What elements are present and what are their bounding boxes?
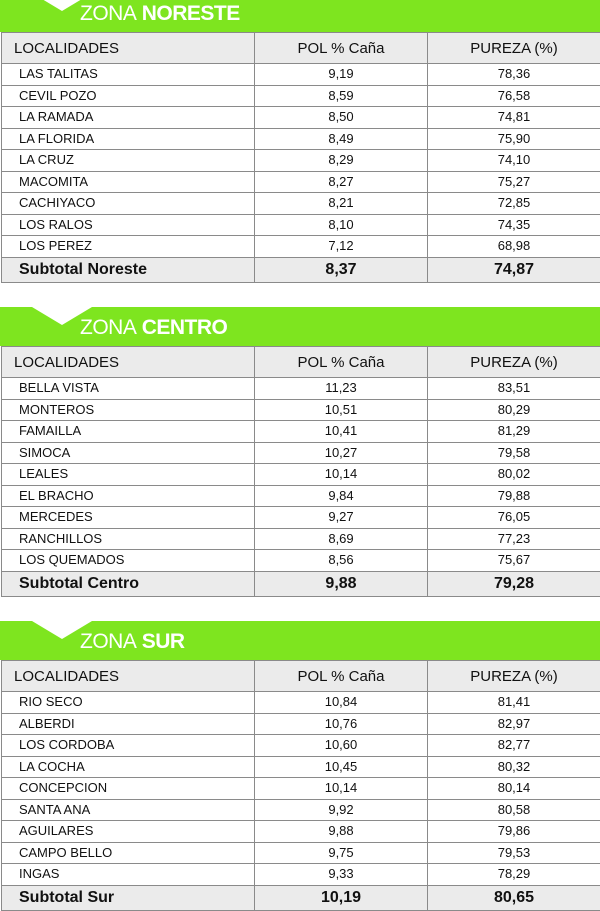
pol-cell: 9,88 <box>255 821 428 843</box>
zone-title <box>80 1 240 27</box>
zone-title-prefix: ZONA <box>80 2 136 25</box>
locality-cell: BELLA VISTA <box>2 378 255 400</box>
pol-cell: 8,56 <box>255 550 428 572</box>
table-row <box>2 735 600 757</box>
zone-title-prefix: ZONA <box>80 630 136 653</box>
table-row <box>2 128 600 150</box>
pureza-cell: 74,81 <box>428 107 600 129</box>
pureza-cell: 82,77 <box>428 735 600 757</box>
pol-cell: 8,29 <box>255 150 428 172</box>
locality-cell: ALBERDI <box>2 713 255 735</box>
zone-title <box>80 629 185 655</box>
zone-title-name: CENTRO <box>142 316 228 339</box>
pol-cell: 8,50 <box>255 107 428 129</box>
header-localidades: LOCALIDADES <box>2 661 255 692</box>
table-row <box>2 378 600 400</box>
header-pureza: PUREZA (%) <box>428 347 600 378</box>
table-row <box>2 507 600 529</box>
pol-cell: 9,75 <box>255 842 428 864</box>
zone-title-prefix: ZONA <box>80 316 136 339</box>
subtotal-label: Subtotal Centro <box>2 571 255 596</box>
locality-cell: LOS RALOS <box>2 214 255 236</box>
zone-table <box>1 660 600 911</box>
pol-cell: 10,84 <box>255 692 428 714</box>
table-row <box>2 421 600 443</box>
table-row <box>2 821 600 843</box>
pureza-cell: 79,53 <box>428 842 600 864</box>
subtotal-pureza: 80,65 <box>428 885 600 910</box>
table-row <box>2 150 600 172</box>
zone-title-name: NORESTE <box>142 2 240 25</box>
locality-cell: CAMPO BELLO <box>2 842 255 864</box>
table-header-row <box>2 661 600 692</box>
zone-section <box>0 621 600 911</box>
table-row <box>2 842 600 864</box>
pureza-cell: 80,32 <box>428 756 600 778</box>
pol-cell: 9,84 <box>255 485 428 507</box>
pol-cell: 9,33 <box>255 864 428 886</box>
pol-cell: 10,41 <box>255 421 428 443</box>
subtotal-row <box>2 257 600 282</box>
locality-cell: CONCEPCION <box>2 778 255 800</box>
table-row <box>2 236 600 258</box>
zone-header <box>0 0 600 32</box>
table-header-row <box>2 33 600 64</box>
locality-cell: LA RAMADA <box>2 107 255 129</box>
table-row <box>2 214 600 236</box>
pureza-cell: 79,88 <box>428 485 600 507</box>
zone-table <box>1 346 600 597</box>
pol-cell: 8,59 <box>255 85 428 107</box>
header-pol-cana: POL % Caña <box>255 661 428 692</box>
subtotal-row <box>2 885 600 910</box>
locality-cell: AGUILARES <box>2 821 255 843</box>
locality-cell: LOS PEREZ <box>2 236 255 258</box>
zone-section <box>0 0 600 283</box>
zone-title <box>80 315 227 341</box>
pol-cell: 11,23 <box>255 378 428 400</box>
header-pureza: PUREZA (%) <box>428 33 600 64</box>
pureza-cell: 68,98 <box>428 236 600 258</box>
table-row <box>2 713 600 735</box>
table-header-row <box>2 347 600 378</box>
table-row <box>2 85 600 107</box>
pol-cell: 10,14 <box>255 464 428 486</box>
table-row <box>2 171 600 193</box>
zone-title-name: SUR <box>142 630 185 653</box>
pureza-cell: 74,10 <box>428 150 600 172</box>
pureza-cell: 80,14 <box>428 778 600 800</box>
locality-cell: MONTEROS <box>2 399 255 421</box>
table-row <box>2 799 600 821</box>
subtotal-pureza: 79,28 <box>428 571 600 596</box>
locality-cell: RIO SECO <box>2 692 255 714</box>
locality-cell: CACHIYACO <box>2 193 255 215</box>
pureza-cell: 80,02 <box>428 464 600 486</box>
locality-cell: SANTA ANA <box>2 799 255 821</box>
locality-cell: SIMOCA <box>2 442 255 464</box>
pol-cell: 9,92 <box>255 799 428 821</box>
pureza-cell: 74,35 <box>428 214 600 236</box>
table-row <box>2 692 600 714</box>
header-pureza: PUREZA (%) <box>428 661 600 692</box>
pol-cell: 10,76 <box>255 713 428 735</box>
pureza-cell: 76,05 <box>428 507 600 529</box>
locality-cell: MACOMITA <box>2 171 255 193</box>
locality-cell: LAS TALITAS <box>2 64 255 86</box>
pol-cell: 8,49 <box>255 128 428 150</box>
pureza-cell: 77,23 <box>428 528 600 550</box>
pol-cell: 10,45 <box>255 756 428 778</box>
table-row <box>2 756 600 778</box>
table-row <box>2 107 600 129</box>
pureza-cell: 80,58 <box>428 799 600 821</box>
pol-cell: 10,14 <box>255 778 428 800</box>
locality-cell: FAMAILLA <box>2 421 255 443</box>
locality-cell: INGAS <box>2 864 255 886</box>
locality-cell: EL BRACHO <box>2 485 255 507</box>
pureza-cell: 81,29 <box>428 421 600 443</box>
table-row <box>2 864 600 886</box>
subtotal-pureza: 74,87 <box>428 257 600 282</box>
table-row <box>2 193 600 215</box>
subtotal-label: Subtotal Noreste <box>2 257 255 282</box>
pureza-cell: 79,58 <box>428 442 600 464</box>
pureza-cell: 75,27 <box>428 171 600 193</box>
locality-cell: LEALES <box>2 464 255 486</box>
pureza-cell: 75,90 <box>428 128 600 150</box>
table-row <box>2 778 600 800</box>
subtotal-pol: 10,19 <box>255 885 428 910</box>
pureza-cell: 78,36 <box>428 64 600 86</box>
table-row <box>2 550 600 572</box>
pol-cell: 8,21 <box>255 193 428 215</box>
pol-cell: 9,27 <box>255 507 428 529</box>
zone-header <box>0 621 600 660</box>
pureza-cell: 79,86 <box>428 821 600 843</box>
table-row <box>2 528 600 550</box>
table-row <box>2 442 600 464</box>
zone-table <box>1 32 600 283</box>
pol-cell: 9,19 <box>255 64 428 86</box>
header-localidades: LOCALIDADES <box>2 347 255 378</box>
table-row <box>2 399 600 421</box>
subtotal-pol: 8,37 <box>255 257 428 282</box>
table-row <box>2 64 600 86</box>
pureza-cell: 83,51 <box>428 378 600 400</box>
locality-cell: LOS CORDOBA <box>2 735 255 757</box>
pol-cell: 8,69 <box>255 528 428 550</box>
pol-cell: 10,27 <box>255 442 428 464</box>
table-row <box>2 485 600 507</box>
locality-cell: LA COCHA <box>2 756 255 778</box>
header-pol-cana: POL % Caña <box>255 347 428 378</box>
pol-cell: 8,27 <box>255 171 428 193</box>
pureza-cell: 76,58 <box>428 85 600 107</box>
pol-cell: 10,51 <box>255 399 428 421</box>
locality-cell: RANCHILLOS <box>2 528 255 550</box>
subtotal-pol: 9,88 <box>255 571 428 596</box>
locality-cell: LOS QUEMADOS <box>2 550 255 572</box>
pureza-cell: 82,97 <box>428 713 600 735</box>
zone-header <box>0 307 600 346</box>
subtotal-row <box>2 571 600 596</box>
zone-section <box>0 307 600 597</box>
table-row <box>2 464 600 486</box>
header-pol-cana: POL % Caña <box>255 33 428 64</box>
pureza-cell: 78,29 <box>428 864 600 886</box>
locality-cell: LA FLORIDA <box>2 128 255 150</box>
pureza-cell: 75,67 <box>428 550 600 572</box>
pol-cell: 10,60 <box>255 735 428 757</box>
header-localidades: LOCALIDADES <box>2 33 255 64</box>
locality-cell: LA CRUZ <box>2 150 255 172</box>
pureza-cell: 72,85 <box>428 193 600 215</box>
pureza-cell: 81,41 <box>428 692 600 714</box>
pol-cell: 8,10 <box>255 214 428 236</box>
pureza-cell: 80,29 <box>428 399 600 421</box>
subtotal-label: Subtotal Sur <box>2 885 255 910</box>
locality-cell: MERCEDES <box>2 507 255 529</box>
locality-cell: CEVIL POZO <box>2 85 255 107</box>
pol-cell: 7,12 <box>255 236 428 258</box>
